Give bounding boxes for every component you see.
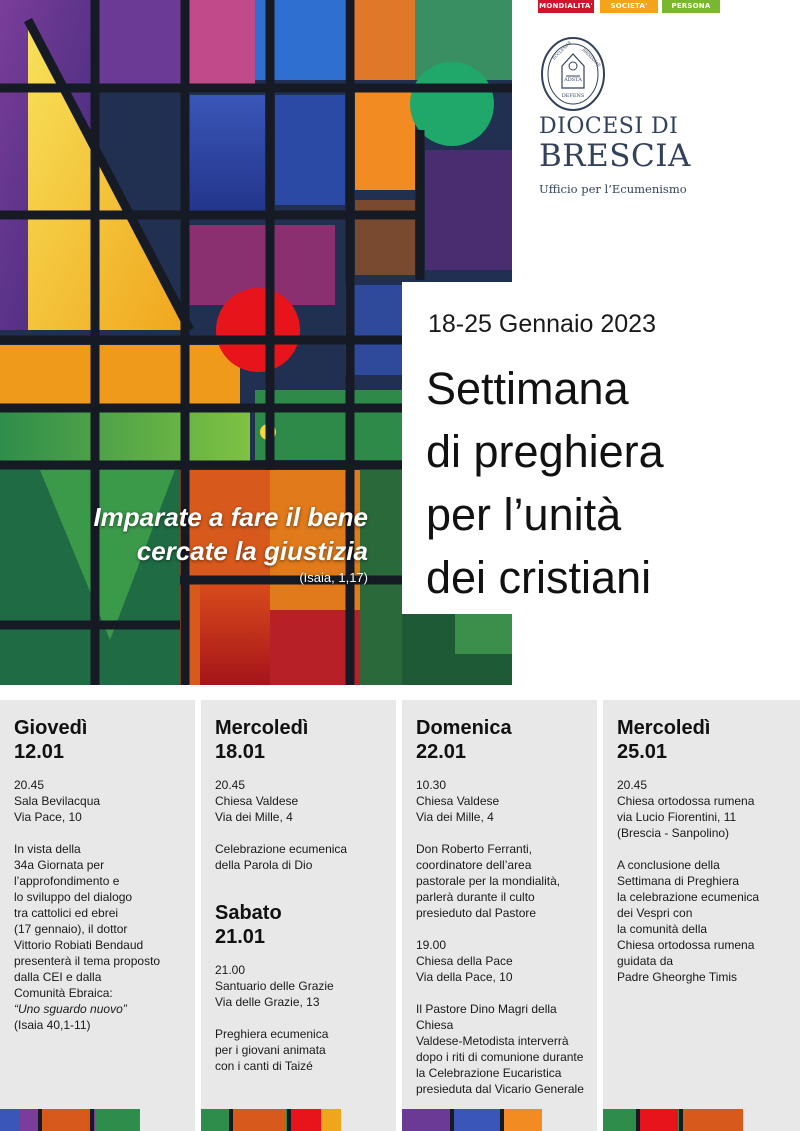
svg-text:DEFENS: DEFENS — [561, 93, 585, 99]
program-column-2 — [201, 700, 396, 1131]
event-place: Chiesa Valdese — [215, 794, 299, 808]
motto — [93, 500, 368, 586]
stained-glass-strip — [201, 1109, 341, 1131]
diocese-name-line1: DIOCESI DI — [539, 114, 679, 139]
event-place: Sala Bevilacqua — [14, 794, 101, 808]
diocese-office: Ufficio per l’Ecumenismo — [539, 182, 687, 196]
event-details — [215, 777, 396, 825]
event-time: 20.45 — [14, 778, 45, 792]
diocese-name — [539, 116, 691, 172]
event-address: Via dei Mille, 4 — [215, 810, 293, 824]
event-time: 21.00 — [215, 963, 246, 977]
event-address: Via dei Mille, 4 — [416, 810, 494, 824]
program-column-1 — [0, 700, 195, 1131]
svg-text:ECCLESIAE: ECCLESIAE — [551, 39, 573, 61]
event-day-2: Sabato 21.01 — [215, 902, 282, 948]
event-description: In vista della 34a Giornata per l’approfondimento e lo sviluppo del dialogo tra cattolici ed ebrei (17 gennaio), il dottor Vittorio Robiati Bendaud presenterà il tema proposto dalla CEI e dalla Comunità Ebraica: — [14, 842, 161, 1000]
event-details — [416, 777, 597, 825]
program-column-3 — [402, 700, 597, 1131]
event-description: A conclusione della Settimana di Preghiera la celebrazione ecumenica dei Vespri con la comunità della Chiesa ortodossa rumena guidata da Padre Gheorghe Timis — [617, 858, 760, 984]
program-column-4 — [603, 700, 800, 1131]
svg-text:ADSTA: ADSTA — [564, 77, 582, 83]
title-panel — [402, 282, 800, 614]
event-time: 19.00 — [416, 938, 447, 952]
event-place: Chiesa ortodossa rumena — [617, 794, 755, 808]
event-address: via Lucio Fiorentini, 11 — [617, 810, 737, 824]
event-details — [14, 777, 195, 825]
event-day: Giovedì 12.01 — [14, 717, 88, 763]
event-address: Via delle Grazie, 13 — [215, 995, 320, 1009]
diocese-name-line2: BRESCIA — [539, 138, 691, 174]
event-details-2 — [215, 962, 396, 1010]
event-description-2: Preghiera ecumenica per i giovani animata con i canti di Taizé — [215, 1027, 329, 1073]
event-day: Domenica 22.01 — [416, 717, 512, 763]
event-title-line3: per l’unità — [426, 489, 622, 540]
tag-persona: PERSONA — [662, 0, 720, 13]
event-description: Celebrazione ecumenica della Parola di Dio — [215, 842, 348, 872]
tag-mondialita: MONDIALITA' — [538, 0, 594, 13]
stained-glass-strip — [603, 1109, 743, 1131]
diocese-seal-logo — [540, 36, 606, 112]
stained-glass-strip — [402, 1109, 542, 1131]
event-place: Chiesa della Pace — [416, 954, 513, 968]
event-title-line2: di preghiera — [426, 426, 664, 477]
stained-glass-strip — [0, 1109, 140, 1131]
motto-line2: cercate la giustizia — [136, 536, 368, 566]
event-quote-reference: (Isaia 40,1-11) — [14, 1018, 91, 1032]
event-time: 10.30 — [416, 778, 447, 792]
event-description: Don Roberto Ferranti, coordinatore dell’area pastorale per la mondialità, parlerà durante il culto presieduto dal Pastore — [416, 842, 561, 920]
event-time: 20.45 — [617, 778, 648, 792]
event-title-line1: Settimana — [426, 363, 629, 414]
event-title-line4: dei cristiani — [426, 552, 652, 603]
event-address: Via della Pace, 10 — [416, 970, 513, 984]
svg-text:BRIXIANAE: BRIXIANAE — [581, 47, 602, 68]
motto-reference: (Isaia, 1,17) — [299, 570, 368, 585]
motto-line1: Imparate a fare il bene — [93, 502, 368, 532]
event-dates: 18-25 Gennaio 2023 — [428, 310, 656, 338]
event-place: Santuario delle Grazie — [215, 979, 334, 993]
event-details-2 — [416, 937, 597, 985]
event-quote: “Uno sguardo nuovo” — [14, 1002, 127, 1016]
event-details — [617, 777, 800, 841]
event-day: Mercoledì 25.01 — [617, 717, 711, 763]
event-address-extra: (Brescia - Sanpolino) — [617, 826, 730, 840]
event-time: 20.45 — [215, 778, 246, 792]
tag-societa: SOCIETA' — [600, 0, 658, 13]
event-address: Via Pace, 10 — [14, 810, 82, 824]
event-description-2: Il Pastore Dino Magri della Chiesa Valdese-Metodista interverrà dopo i riti di comunione durante la Celebrazione Eucaristica presieduta dal Vicario Generale — [416, 1002, 584, 1096]
event-day: Mercoledì 18.01 — [215, 717, 309, 763]
program-schedule — [0, 700, 800, 1131]
event-place: Chiesa Valdese — [416, 794, 500, 808]
